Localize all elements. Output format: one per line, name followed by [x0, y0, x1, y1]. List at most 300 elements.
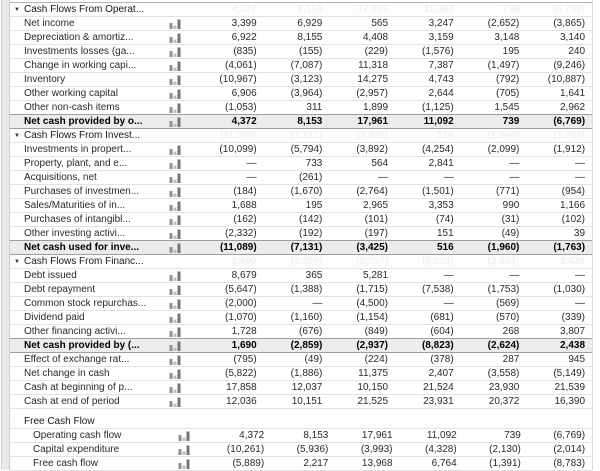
mini-bar-chart-icon[interactable] [169, 383, 182, 393]
value-cell: (570) [496, 311, 520, 323]
value-cell: 6,906 [231, 87, 257, 99]
value-cell: (954) [561, 185, 586, 197]
value-cell: (102) [561, 213, 586, 225]
value-cell: (1,576) [422, 45, 454, 57]
row-label: Debt issued [24, 269, 77, 281]
table-row [10, 429, 592, 443]
value-cell: (10,261) [226, 443, 265, 455]
mini-bar-chart-icon[interactable] [169, 285, 182, 295]
mini-bar-chart-icon[interactable] [169, 369, 182, 379]
value-cell: 14,275 [357, 73, 389, 85]
row-label: Other financing activi... [24, 325, 126, 337]
value-cell: 8,153 [297, 3, 323, 15]
value-cell: 1,641 [560, 87, 586, 99]
mini-bar-chart-icon[interactable] [169, 117, 182, 127]
mini-bar-chart-icon[interactable] [178, 459, 191, 469]
value-cell: (378) [430, 353, 454, 365]
chart-icon-cell [169, 117, 191, 127]
value-cell: (339) [561, 311, 586, 323]
table-row [10, 171, 592, 185]
value-cell: 11,092 [423, 3, 454, 15]
value-cell: (1,053) [224, 101, 257, 113]
value-cell: 1,690 [231, 255, 257, 267]
value-cell: 23,930 [488, 381, 520, 393]
value-cell: 365 [305, 269, 323, 281]
row-label: Other non-cash items [24, 101, 120, 113]
chart-icon-cell [169, 145, 191, 155]
value-cell: 739 [502, 115, 520, 127]
mini-bar-chart-icon[interactable] [169, 145, 182, 155]
value-cell: 3,159 [428, 31, 454, 43]
value-cell: (2,332) [224, 227, 257, 239]
mini-bar-chart-icon[interactable] [169, 341, 182, 351]
value-cell: (1,497) [487, 59, 520, 71]
table-row [10, 297, 592, 311]
mini-bar-chart-icon[interactable] [169, 47, 182, 57]
value-cell: (6,769) [553, 429, 586, 441]
chart-icon-cell [169, 89, 191, 99]
value-cell: (2,859) [290, 255, 323, 267]
value-cell: (31) [501, 213, 520, 225]
table-row [10, 213, 592, 227]
section-header-row[interactable] [10, 255, 592, 269]
value-cell: (4,500) [356, 297, 389, 309]
chart-icon-cell [169, 33, 191, 43]
value-cell: 20,372 [488, 395, 520, 407]
value-cell: (3,425) [356, 241, 389, 253]
value-cell: — [443, 171, 454, 183]
value-cell: (835) [233, 45, 257, 57]
row-label: Dividend paid [24, 311, 85, 323]
value-cell: (2,099) [487, 143, 520, 155]
collapse-triangle-icon[interactable]: ▼ [14, 258, 20, 265]
value-cell: 2,438 [560, 339, 586, 351]
mini-bar-chart-icon[interactable] [169, 243, 182, 253]
value-cell: (8,783) [553, 457, 586, 469]
value-cell: (192) [298, 227, 323, 239]
chart-icon-cell [169, 369, 191, 379]
value-cell: (7,131) [290, 241, 323, 253]
value-cell: 2,965 [362, 199, 389, 211]
value-cell: (1,388) [290, 283, 323, 295]
chart-icon-cell [169, 229, 191, 239]
row-label: Free Cash Flow [24, 415, 95, 427]
value-cell: 6,929 [297, 17, 323, 29]
cashflow-statement-table [10, 2, 592, 471]
mini-bar-chart-icon[interactable] [169, 215, 182, 225]
row-label: Inventory [24, 73, 66, 85]
row-label: Net cash used for inve... [24, 241, 140, 253]
value-cell: (1,912) [553, 143, 586, 155]
value-cell: (142) [298, 213, 323, 225]
value-cell: (681) [430, 311, 454, 323]
value-cell: (2,957) [356, 87, 389, 99]
row-label: Cash Flows From Operat... [24, 3, 145, 15]
value-cell: 8,153 [297, 115, 323, 127]
value-cell: 945 [568, 353, 586, 365]
value-cell: (1,670) [290, 185, 323, 197]
chart-icon-cell [169, 313, 191, 323]
table-row [10, 59, 592, 73]
value-cell: — [509, 171, 520, 183]
chart-icon-cell [178, 431, 200, 441]
value-cell: (2,624) [487, 339, 520, 351]
value-cell: (162) [233, 213, 257, 225]
value-cell: 565 [371, 17, 389, 29]
table-row [10, 311, 592, 325]
row-label: Other working capital [24, 87, 118, 99]
value-cell: (2,937) [356, 339, 389, 351]
value-cell: 733 [305, 157, 323, 169]
value-cell: 8,679 [231, 269, 257, 281]
panel-right-edge [592, 0, 593, 470]
value-cell: 151 [437, 227, 454, 239]
row-label: Cash at beginning of p... [24, 381, 133, 393]
value-cell: (261) [298, 171, 323, 183]
chart-icon-cell [169, 61, 191, 71]
mini-bar-chart-icon[interactable] [169, 299, 182, 309]
value-cell: (10,099) [219, 143, 257, 155]
value-cell: 7,387 [428, 59, 454, 71]
chart-icon-cell [169, 285, 191, 295]
value-cell: (2,859) [290, 339, 323, 351]
value-cell: 2,438 [560, 255, 586, 267]
value-cell: 4,743 [428, 73, 454, 85]
value-cell: — [443, 297, 454, 309]
value-cell: (771) [496, 185, 520, 197]
value-cell: 1,688 [231, 199, 257, 211]
chart-icon-cell [169, 215, 191, 225]
value-cell: (8,823) [422, 255, 454, 267]
mini-bar-chart-icon[interactable] [169, 355, 182, 365]
value-cell: 1,728 [231, 325, 257, 337]
value-cell: (604) [430, 325, 454, 337]
collapse-triangle-icon[interactable]: ▼ [14, 6, 20, 13]
value-cell: 17,961 [357, 115, 389, 127]
value-cell: 10,150 [357, 381, 389, 393]
table-row [10, 269, 592, 283]
row-label: Purchases of investmen... [24, 185, 140, 197]
value-cell: 195 [502, 45, 520, 57]
row-label: Net cash provided by o... [24, 115, 143, 127]
value-cell: — [246, 171, 257, 183]
value-cell: — [575, 269, 586, 281]
section-header-row[interactable] [10, 3, 592, 17]
mini-bar-chart-icon[interactable] [169, 271, 182, 281]
section-header-row[interactable] [10, 129, 592, 143]
value-cell: (8,823) [422, 339, 454, 351]
value-cell: — [443, 269, 454, 281]
value-cell: 4,372 [239, 429, 265, 441]
value-cell: (1,391) [489, 457, 521, 469]
value-cell: (101) [364, 213, 389, 225]
value-cell: (3,993) [360, 443, 393, 455]
mini-bar-chart-icon[interactable] [169, 313, 182, 323]
value-cell: (1,715) [356, 283, 389, 295]
value-cell: (1,070) [224, 311, 257, 323]
value-cell: (9,246) [553, 59, 586, 71]
value-cell: 6,922 [231, 31, 257, 43]
value-cell: 16,390 [554, 395, 586, 407]
value-cell: (10,967) [219, 73, 257, 85]
mini-bar-chart-icon[interactable] [169, 397, 182, 407]
mini-bar-chart-icon[interactable] [178, 431, 191, 441]
value-cell: 3,353 [428, 199, 454, 211]
mini-bar-chart-icon[interactable] [169, 103, 182, 113]
value-cell: 4,372 [231, 115, 257, 127]
chart-icon-cell [169, 243, 191, 253]
chart-icon-cell [169, 103, 191, 113]
value-cell: (10,887) [547, 73, 586, 85]
value-cell: 311 [306, 101, 323, 113]
mini-bar-chart-icon[interactable] [169, 159, 182, 169]
value-cell: 195 [305, 199, 323, 211]
value-cell: 12,036 [226, 395, 257, 407]
value-cell: (849) [364, 325, 389, 337]
value-cell: 11,092 [423, 115, 454, 127]
chart-icon-cell [169, 397, 191, 407]
table-row [10, 443, 592, 457]
value-cell: 21,539 [554, 381, 586, 393]
value-cell: (7,087) [290, 59, 323, 71]
value-cell: (11,089) [219, 241, 257, 253]
value-cell: (3,865) [553, 17, 586, 29]
total-row [10, 240, 592, 255]
row-label: Net income [24, 17, 75, 29]
value-cell: 4,408 [362, 31, 389, 43]
value-cell: 240 [568, 45, 586, 57]
value-cell: 3,807 [560, 325, 586, 337]
value-cell: — [509, 269, 520, 281]
row-label: Change in working capi... [24, 59, 137, 71]
value-cell: (5,647) [224, 283, 257, 295]
value-cell: 10,151 [291, 395, 323, 407]
value-cell: 2,217 [303, 457, 329, 469]
value-cell: — [575, 171, 586, 183]
value-cell: (1,125) [422, 101, 454, 113]
value-cell: (795) [233, 353, 257, 365]
value-cell: 23,931 [423, 395, 454, 407]
row-label: Cash at end of period [24, 395, 120, 407]
value-cell: 2,962 [560, 101, 586, 113]
value-cell: 739 [504, 429, 521, 441]
value-cell: (7,131) [290, 129, 323, 141]
value-cell: (184) [233, 185, 257, 197]
table-row [10, 87, 592, 101]
value-cell: 516 [437, 241, 454, 253]
row-label: Investments in propert... [24, 143, 132, 155]
mini-bar-chart-icon[interactable] [169, 201, 182, 211]
value-cell: (6,769) [553, 115, 586, 127]
value-cell: (7,538) [422, 283, 454, 295]
value-cell: 17,858 [226, 381, 257, 393]
value-cell: (11,089) [219, 129, 257, 141]
value-cell: 287 [502, 353, 520, 365]
value-cell: (229) [364, 45, 389, 57]
value-cell: (74) [435, 213, 454, 225]
value-cell: (3,123) [290, 73, 323, 85]
chart-icon-cell [169, 327, 191, 337]
value-cell: (1,501) [422, 185, 454, 197]
value-cell: 11,092 [426, 429, 457, 441]
row-label: Property, plant, and e... [24, 157, 128, 169]
table-row [10, 457, 592, 471]
value-cell: (4,328) [425, 443, 457, 455]
value-cell: (1,154) [356, 311, 389, 323]
value-cell: 8,153 [303, 429, 329, 441]
table-row [10, 353, 592, 367]
table-row [10, 143, 592, 157]
value-cell: (1,960) [487, 241, 520, 253]
table-row [10, 157, 592, 171]
total-row [10, 114, 592, 129]
collapse-triangle-icon[interactable]: ▼ [14, 132, 20, 139]
value-cell: (5,149) [553, 367, 586, 379]
row-label: Free cash flow [33, 457, 99, 469]
value-cell: 21,525 [357, 395, 389, 407]
value-cell: (2,764) [356, 185, 389, 197]
value-cell: (3,425) [356, 129, 389, 141]
value-cell: — [509, 157, 520, 169]
value-cell: (197) [364, 227, 389, 239]
chart-icon-cell [169, 159, 191, 169]
table-row [10, 45, 592, 59]
value-cell: — [575, 157, 586, 169]
chart-icon-cell [169, 271, 191, 281]
table-row [10, 381, 592, 395]
value-cell: (5,936) [296, 443, 329, 455]
value-cell: 1,545 [494, 101, 520, 113]
value-cell: 11,375 [358, 367, 389, 379]
value-cell: (5,822) [224, 367, 257, 379]
value-cell: — [575, 297, 586, 309]
value-cell: (49) [501, 227, 520, 239]
value-cell: 3,247 [428, 17, 454, 29]
value-cell: 12,037 [291, 381, 323, 393]
table-row [10, 73, 592, 87]
chart-icon-cell [169, 47, 191, 57]
value-cell: 6,764 [431, 457, 457, 469]
mini-bar-chart-icon[interactable] [169, 89, 182, 99]
value-cell: (2,014) [553, 443, 586, 455]
row-label: Cash Flows From Financ... [24, 255, 144, 267]
value-cell: 2,644 [428, 87, 454, 99]
mini-bar-chart-icon[interactable] [169, 19, 182, 29]
value-cell: (224) [364, 353, 389, 365]
chart-icon-cell [169, 341, 191, 351]
mini-bar-chart-icon[interactable] [169, 229, 182, 239]
value-cell: (1,160) [290, 311, 323, 323]
table-row [10, 17, 592, 31]
value-cell: 3,140 [560, 31, 586, 43]
mini-bar-chart-icon[interactable] [169, 75, 182, 85]
value-cell: 2,407 [428, 367, 454, 379]
value-cell: (2,624) [487, 255, 520, 267]
value-cell: 21,524 [423, 381, 454, 393]
value-cell: 11,318 [358, 59, 389, 71]
chart-icon-cell [169, 75, 191, 85]
mini-bar-chart-icon[interactable] [169, 187, 182, 197]
value-cell: 8,155 [297, 31, 323, 43]
row-label: Cash Flows From Invest... [24, 129, 141, 141]
value-cell: — [378, 171, 389, 183]
value-cell: (5,794) [290, 143, 323, 155]
value-cell: 3,148 [494, 31, 520, 43]
value-cell: 268 [502, 325, 520, 337]
value-cell: (1,886) [290, 367, 323, 379]
chart-icon-cell [169, 19, 191, 29]
table-row [10, 283, 592, 297]
value-cell: 3,399 [231, 17, 257, 29]
value-cell: (1,960) [487, 129, 520, 141]
value-cell: (1,753) [487, 283, 520, 295]
value-cell: — [312, 297, 323, 309]
value-cell: 13,968 [361, 457, 393, 469]
table-row [10, 367, 592, 381]
value-cell: 2,841 [428, 157, 454, 169]
value-cell: 1,690 [231, 339, 257, 351]
value-cell: 1,166 [560, 199, 586, 211]
value-cell: (155) [298, 45, 323, 57]
row-label: Net change in cash [24, 367, 110, 379]
value-cell: (569) [496, 297, 520, 309]
mini-bar-chart-icon[interactable] [169, 33, 182, 43]
value-cell: (2,652) [487, 17, 520, 29]
mini-bar-chart-icon[interactable] [169, 61, 182, 71]
value-cell: (3,558) [487, 367, 520, 379]
row-label: Acquisitions, net [24, 171, 97, 183]
mini-bar-chart-icon[interactable] [169, 173, 182, 183]
row-label: Common stock repurchas... [24, 297, 147, 309]
row-label: Sales/Maturities of in... [24, 199, 126, 211]
free-cash-flow-header [10, 415, 592, 429]
total-row [10, 338, 592, 353]
value-cell: — [246, 157, 257, 169]
value-cell: 5,281 [362, 269, 389, 281]
value-cell: (3,964) [290, 87, 323, 99]
row-label: Operating cash flow [33, 429, 122, 441]
row-label: Debt repayment [24, 283, 96, 295]
value-cell: 4,372 [231, 3, 257, 15]
value-cell: 17,961 [361, 429, 393, 441]
chart-icon-cell [169, 299, 191, 309]
chart-icon-cell [169, 355, 191, 365]
value-cell: 39 [573, 227, 586, 239]
value-cell: (2,937) [356, 255, 389, 267]
row-label: Purchases of intangibl... [24, 213, 131, 225]
row-label: Investments losses (ga... [24, 45, 135, 57]
value-cell: (49) [304, 353, 323, 365]
value-cell: 1,899 [362, 101, 389, 113]
value-cell: (1,763) [553, 241, 586, 253]
mini-bar-chart-icon[interactable] [178, 445, 191, 455]
mini-bar-chart-icon[interactable] [169, 327, 182, 337]
value-cell: (2,130) [489, 443, 521, 455]
chart-icon-cell [169, 383, 191, 393]
value-cell: (2,000) [224, 297, 257, 309]
chart-icon-cell [178, 445, 200, 455]
table-row [10, 31, 592, 45]
table-row [10, 185, 592, 199]
value-cell: (4,254) [422, 143, 454, 155]
row-label: Capital expenditure [33, 443, 120, 455]
table-row [10, 101, 592, 115]
table-row [10, 325, 592, 339]
value-cell: (3,892) [356, 143, 389, 155]
value-cell: (6,769) [553, 3, 586, 15]
row-label: Other investing activi... [24, 227, 126, 239]
table-row [10, 395, 592, 409]
